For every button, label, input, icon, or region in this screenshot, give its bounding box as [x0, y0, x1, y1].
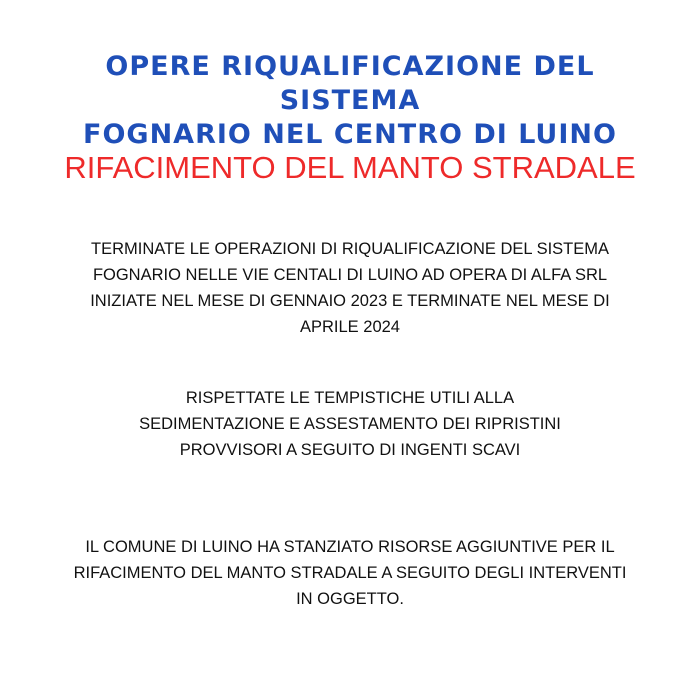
paragraph-line: TERMINATE LE OPERAZIONI DI RIQUALIFICAZIONE DEL SISTEMA — [91, 240, 609, 258]
paragraph-additional-funding — [20, 534, 680, 612]
paragraph-line: FOGNARIO NELLE VIE CENTALI DI LUINO AD OPERA DI ALFA SRL — [92, 266, 608, 284]
page-title — [30, 50, 670, 152]
paragraph-line: SEDIMENTAZIONE E ASSESTAMENTO DEI RIPRISTINI — [139, 415, 561, 433]
paragraph-line: INIZIATE NEL MESE DI GENNAIO 2023 E TERMINATE NEL MESE DI — [90, 292, 610, 310]
title-line-2: FOGNARIO NEL CENTRO DI LUINO — [83, 119, 617, 150]
title-line-1: OPERE RIQUALIFICAZIONE DEL SISTEMA — [105, 51, 595, 116]
paragraph-line: IL COMUNE DI LUINO HA STANZIATO RISORSE AGGIUNTIVE PER IL — [85, 538, 615, 556]
paragraph-timing-respected — [20, 385, 680, 463]
paragraph-line: IN OGGETTO. — [296, 590, 404, 608]
paragraph-line: APRILE 2024 — [300, 318, 400, 336]
paragraph-line: RISPETTATE LE TEMPISTICHE UTILI ALLA — [185, 389, 515, 407]
paragraph-works-completed — [20, 236, 680, 340]
page-subtitle: RIFACIMENTO DEL MANTO STRADALE — [64, 150, 636, 185]
paragraph-line: RIFACIMENTO DEL MANTO STRADALE A SEGUITO DEGLI INTERVENTI — [73, 564, 627, 582]
paragraph-line: PROVVISORI A SEGUITO DI INGENTI SCAVI — [179, 441, 521, 459]
